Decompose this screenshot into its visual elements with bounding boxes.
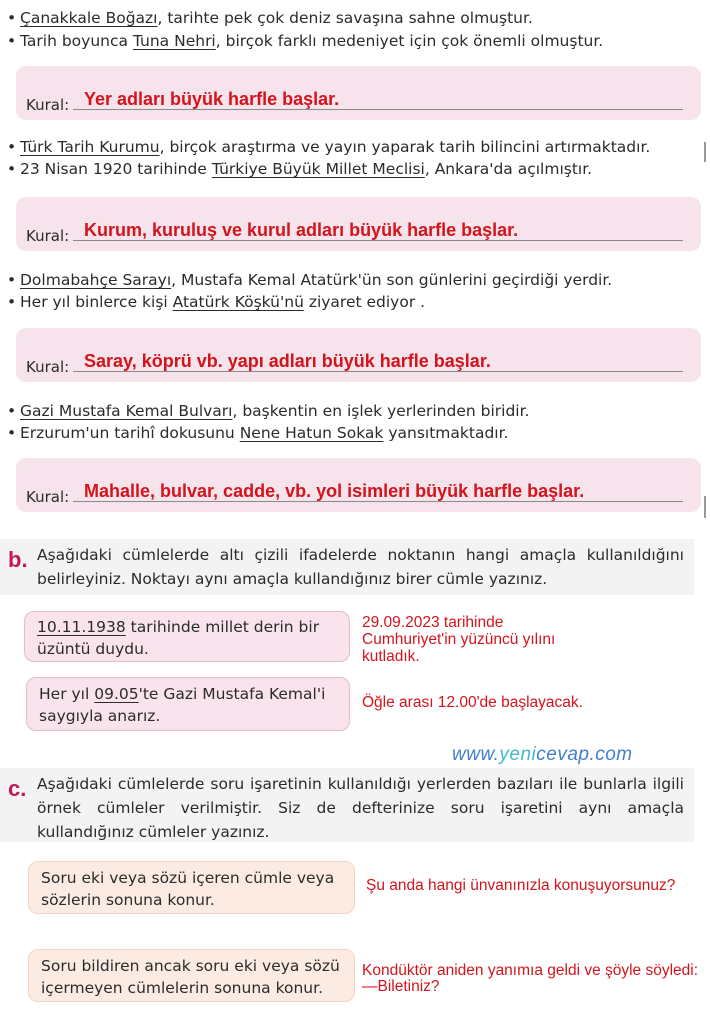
- underlined-phrase: Tuna Nehri: [132, 32, 216, 50]
- underlined-phrase: Atatürk Köşkü'nü: [172, 293, 304, 311]
- answer-time: Öğle arası 12.00'de başlayacak.: [362, 694, 583, 711]
- example-rest: 'te Gazi Mustafa Kemal'i saygıyla anarız.: [39, 685, 326, 725]
- rule-box-3: [16, 328, 701, 382]
- example-rest: tarihinde millet derin bir üzüntü duydu.: [37, 618, 320, 658]
- answer-soru-eki: Şu anda hangi ünvanınızla konuşuyorsunuz?: [366, 877, 676, 894]
- example-box-soru-bildiren: Soru bildiren ancak soru eki veya sözü içermeyen cümlelerin sonuna konur.: [28, 949, 355, 1002]
- sentence-pre: 23 Nisan 1920 tarihinde: [20, 160, 212, 178]
- sentence-pre: Tarih boyunca: [20, 32, 133, 50]
- answer-date: 29.09.2023 tarihinde Cumhuriyet'in yüzüncü yılını kutladık.: [362, 614, 556, 665]
- sentence-pre: Her yıl binlerce kişi: [20, 293, 173, 311]
- underlined-phrase: 09.05: [94, 685, 139, 703]
- rule-answer-text: Saray, köprü vb. yapı adları büyük harfle başlar.: [84, 351, 491, 371]
- sentence-rest: , birçok araştırma ve yayın yaparak tarih bilincini artırmaktadır.: [159, 138, 651, 156]
- underlined-phrase: Nene Hatun Sokak: [239, 424, 384, 442]
- section-letter: c.: [8, 776, 27, 801]
- rule-box-1: [16, 66, 701, 120]
- answer-soru-bildiren-line2: —Biletiniz?: [362, 978, 440, 995]
- sentence-ataturk-kosku: • Her yıl binlerce kişi Atatürk Köşkü'nü ziyaret ediyor .: [7, 293, 426, 311]
- underlined-phrase: Dolmabahçe Sarayı: [20, 271, 172, 289]
- underlined-phrase: Türk Tarih Kurumu: [20, 138, 160, 156]
- sentence-canakkale: • Çanakkale Boğazı, tarihte pek çok deniz savaşına sahne olmuştur.: [7, 9, 533, 27]
- rule-label: Kural:: [26, 227, 70, 245]
- sentence-rest: yansıtmaktadır.: [383, 424, 509, 442]
- margin-mark: [704, 142, 706, 162]
- sentence-tuna: • Tarih boyunca Tuna Nehri, birçok farklı medeniyet için çok önemli olmuştur.: [7, 32, 604, 50]
- sentence-nene-hatun: • Erzurum'un tarihî dokusunu Nene Hatun Sokak yansıtmaktadır.: [7, 424, 509, 442]
- sentence-pre: Erzurum'un tarihî dokusunu: [20, 424, 240, 442]
- watermark-logo: www.yenicevap.com: [452, 744, 633, 765]
- sentence-dolmabahce: • Dolmabahçe Sarayı, Mustafa Kemal Atatürk'ün son günlerini geçirdiği yerdir.: [7, 271, 613, 289]
- rule-answer-text: Kurum, kuruluş ve kurul adları büyük harfle başlar.: [84, 220, 519, 240]
- rule-answer-text: Yer adları büyük harfle başlar.: [84, 89, 340, 109]
- underlined-phrase: Çanakkale Boğazı: [20, 9, 158, 27]
- underlined-phrase: 10.11.1938: [37, 618, 126, 636]
- underlined-phrase: Türkiye Büyük Millet Meclisi: [211, 160, 425, 178]
- sentence-bulvar: • Gazi Mustafa Kemal Bulvarı, başkentin en işlek yerlerinden biridir.: [7, 402, 530, 420]
- sentence-rest: , birçok farklı medeniyet için çok önemli olmuştur.: [215, 32, 604, 50]
- rule-box-2: [16, 197, 701, 251]
- margin-mark: [704, 496, 706, 518]
- rule-label: Kural:: [26, 488, 70, 506]
- underlined-phrase: Gazi Mustafa Kemal Bulvarı: [20, 402, 233, 420]
- answer-soru-bildiren-line1: Kondüktör aniden yanımıa geldi ve şöyle söyledi:: [362, 962, 699, 979]
- sentence-rest: , Mustafa Kemal Atatürk'ün son günlerini geçirdiği yerdir.: [171, 271, 613, 289]
- example-pre: Her yıl: [39, 685, 95, 703]
- section-instruction: Aşağıdaki cümlelerde soru işaretinin kullanıldığı yerlerden bazıları ile bunlarla ilgili örnek cümleler verilmiştir. Siz de defterinize soru işaretini aynı amaçla kullandığınız cümleler yazınız.: [37, 775, 684, 841]
- example-box-soru-eki: Soru eki veya sözü içeren cümle veya sözlerin sonuna konur.: [28, 861, 355, 914]
- rule-box-4: [16, 458, 701, 512]
- sentence-ttk: • Türk Tarih Kurumu, birçok araştırma ve yayın yaparak tarih bilincini artırmaktadır.: [7, 138, 651, 156]
- rule-label: Kural:: [26, 96, 70, 114]
- example-box-time: [26, 677, 350, 731]
- example-box-date: [24, 611, 350, 662]
- rule-answer-text: Mahalle, bulvar, cadde, vb. yol isimleri büyük harfle başlar.: [84, 481, 585, 501]
- section-b-header: [0, 539, 694, 595]
- section-c-header: [0, 768, 694, 842]
- section-instruction: Aşağıdaki cümlelerde altı çizili ifadelerde noktanın hangi amaçla kullanıldığını belirleyiniz. Noktayı aynı amaçla kullandığınız birer cümle yazınız.: [37, 546, 684, 588]
- sentence-rest: ziyaret ediyor .: [303, 293, 426, 311]
- section-letter: b.: [8, 547, 28, 572]
- sentence-rest: , tarihte pek çok deniz savaşına sahne olmuştur.: [157, 9, 533, 27]
- sentence-rest: , Ankara'da açılmıştır.: [424, 160, 593, 178]
- sentence-tbmm: • 23 Nisan 1920 tarihinde Türkiye Büyük Millet Meclisi, Ankara'da açılmıştır.: [7, 160, 593, 178]
- sentence-rest: , başkentin en işlek yerlerinden biridir.: [232, 402, 530, 420]
- rule-label: Kural:: [26, 358, 70, 376]
